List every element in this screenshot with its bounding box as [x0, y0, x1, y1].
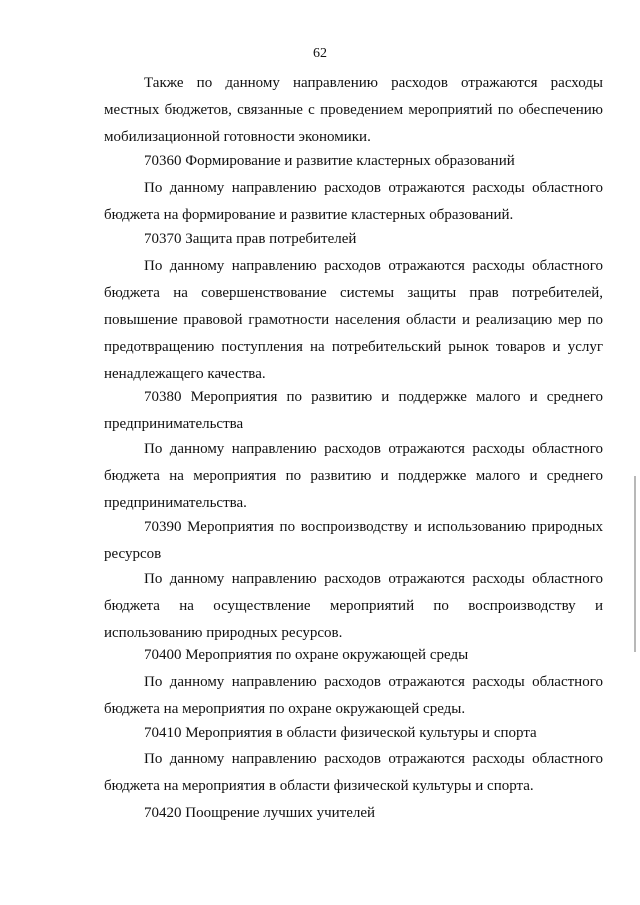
paragraph-mobilization: Также по данному направлению расходов отражаются расходы местных бюджетов, связанные с проведением мероприятий по обеспечению мобилизационной готовности экономики.	[104, 75, 603, 145]
heading-70420: 70420 Поощрение лучших учителей	[144, 805, 376, 821]
paragraph-70410: По данному направлению расходов отражаются расходы областного бюджета на мероприятия в области физической культуры и спорта.	[104, 751, 603, 794]
heading-70370: 70370 Защита прав потребителей	[144, 231, 357, 247]
heading-70360: 70360 Формирование и развитие кластерных образований	[144, 153, 515, 169]
paragraph-70380: По данному направлению расходов отражаются расходы областного бюджета на мероприятия по развитию и поддержке малого и среднего предпринимательства.	[104, 441, 603, 511]
scan-edge-mark	[634, 476, 636, 652]
heading-70390: 70390 Мероприятия по воспроизводству и использованию природных ресурсов	[104, 519, 603, 562]
paragraph-70390: По данному направлению расходов отражаются расходы областного бюджета на осуществление мероприятий по воспроизводству и использованию природных ресурсов.	[104, 571, 603, 641]
page-number: 62	[313, 46, 327, 61]
paragraph-70360: По данному направлению расходов отражаются расходы областного бюджета на формирование и развитие кластерных образований.	[104, 180, 603, 223]
heading-70400: 70400 Мероприятия по охране окружающей среды	[144, 647, 469, 663]
paragraph-70400: По данному направлению расходов отражаются расходы областного бюджета на мероприятия по охране окружающей среды.	[104, 674, 603, 717]
heading-70410: 70410 Мероприятия в области физической культуры и спорта	[144, 725, 537, 741]
heading-70380: 70380 Мероприятия по развитию и поддержке малого и среднего предпринимательства	[104, 389, 603, 432]
paragraph-70370: По данному направлению расходов отражаются расходы областного бюджета на совершенствование системы защиты прав потребителей, повышение правовой грамотности населения области и реализацию мер по предотвращению поступления на потребительский рынок товаров и услуг ненадлежащего качества.	[104, 258, 603, 382]
